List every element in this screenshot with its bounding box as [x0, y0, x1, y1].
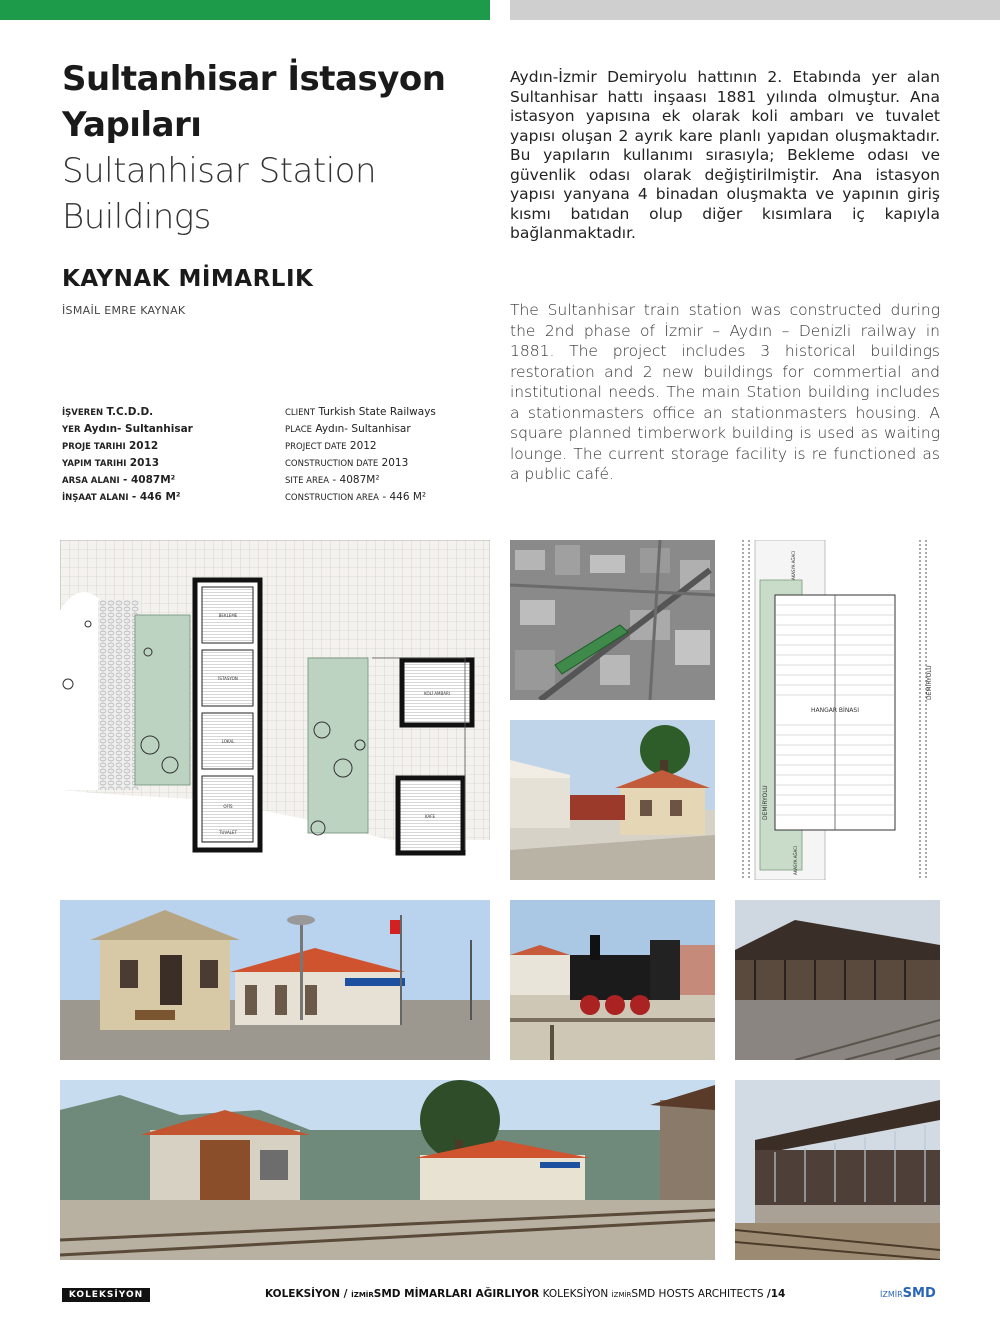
info-key: CONSTRUCTION DATE [285, 459, 379, 469]
info-value: 2013 [381, 457, 409, 469]
title-english: Sultanhisar Station Buildings [62, 151, 376, 237]
plan-room-label: LOKAL [221, 739, 235, 744]
architect-name: İSMAİL EMRE KAYNAK [62, 304, 186, 317]
info-key: İNŞAAT ALANI [62, 493, 129, 503]
footer-caption-part: SMD MİMARLARI AĞIRLIYOR [373, 1288, 540, 1300]
info-key: CONSTRUCTION AREA [285, 493, 379, 503]
firm-name: KAYNAK MİMARLIK [62, 266, 314, 292]
description-english: The Sultanhisar train station was constructed during the 2nd phase of İzmir – Aydın – Denizli railway in 1881. The project includes 3 historical buildings restoration and 2 new buildings for commertial and institutional needs. The main Station building includes a stationmasters office an stationmasters housing. A square planned timberwork building is used as waiting lounge. The current storage facility is re functioned as a public café. [510, 301, 940, 483]
info-key: ARSA ALANI [62, 476, 120, 486]
locomotive-photo [510, 900, 715, 1060]
cafe-canopy-photo [735, 900, 940, 1060]
hangar-label: HANGAR BİNASI [811, 707, 859, 714]
project-info-en [285, 404, 436, 506]
site-plan-drawing [60, 540, 490, 880]
info-key: PROJE TARIHI [62, 442, 126, 452]
footer-caption-part: KOLEKSİYON [539, 1288, 612, 1300]
info-value: 2012 [128, 440, 159, 452]
info-value: 2013 [129, 457, 160, 469]
info-value: - 446 M² [382, 491, 427, 503]
info-value: 2012 [349, 440, 377, 452]
project-info-tr [62, 404, 193, 506]
info-key: SITE AREA [285, 476, 330, 486]
izmir-smd-logo [880, 1286, 936, 1301]
title-turkish: Sultanhisar İstasyon Yapıları [62, 59, 446, 145]
waiting-lounge-photo [60, 900, 490, 1060]
header-bar-green [0, 0, 490, 20]
station-canopy-photo [510, 720, 715, 880]
hangar-plan-drawing [735, 540, 940, 880]
rail-label-left: DEMİRYOLU [762, 785, 769, 820]
info-key: YAPIM TARIHI [62, 459, 127, 469]
info-value: - 446 M² [131, 491, 181, 503]
rail-label-right: DEMİRYOLU [926, 665, 933, 700]
logo-small-text: İZMİR [880, 1290, 903, 1299]
info-value: T.C.D.D. [106, 406, 154, 418]
plan-room-label: OFİS [223, 804, 233, 809]
plan-room-label: İSTASYON [218, 676, 238, 681]
plan-room-label: BEKLEME [218, 613, 238, 618]
info-key: İŞVEREN [62, 408, 104, 418]
description-turkish: Aydın-İzmir Demiryolu hattının 2. Etabında yer alan Sultanhisar hattı inşaası 1881 yılında olmuştur. Ana istasyon yapısına ek olarak koli ambarı ve tuvalet yapısı oluşan 2 ayrık kare planlı yapıdan oluşmaktadır. Bu yapıların kullanımı sırasıyla; Bekleme odası ve güvenlik odası olarak değiştirilmiştir. Ana istasyon yapısı yanyana 4 binadan oluşmakta ve yapının giriş kısmı batıdan olup diğer kısımlara iç kapıyla bağlanmaktadır. [510, 68, 940, 242]
footer-caption-part: İZMİR [611, 1291, 632, 1299]
info-value: Aydın- Sultanhisar [83, 423, 193, 435]
footer-caption-part: İZMİR [351, 1291, 374, 1299]
info-key: CLIENT [285, 408, 316, 418]
info-value: - 4087M² [332, 474, 380, 486]
koleksiyon-logo: KOLEKSİYON [62, 1288, 150, 1302]
info-value: Aydın- Sultanhisar [315, 423, 411, 435]
footer-caption-part: SMD HOSTS ARCHITECTS [631, 1288, 767, 1300]
info-key: YER [62, 425, 81, 435]
tree-label: AKASYA AĞACI [793, 845, 798, 875]
cafe-side-photo [735, 1080, 940, 1260]
info-value: - 4087M² [122, 474, 176, 486]
info-key: PROJECT DATE [285, 442, 347, 452]
plan-room-label: TUVALET [219, 830, 237, 835]
footer-caption-part: KOLEKSİYON / [265, 1288, 352, 1300]
station-panorama-photo [60, 1080, 715, 1260]
plan-room-label: KOLİ AMBARI [424, 691, 450, 696]
page-number: /14 [766, 1288, 786, 1300]
info-value: Turkish State Railways [318, 406, 436, 418]
plan-room-label: KAFE [424, 814, 436, 819]
aerial-photo [510, 540, 715, 700]
tree-label: AKASYA AĞACI [791, 550, 796, 580]
footer-caption [265, 1288, 785, 1300]
logo-big-text: SMD [902, 1286, 936, 1301]
header-bar-grey [510, 0, 1000, 20]
info-key: PLACE [285, 425, 313, 435]
